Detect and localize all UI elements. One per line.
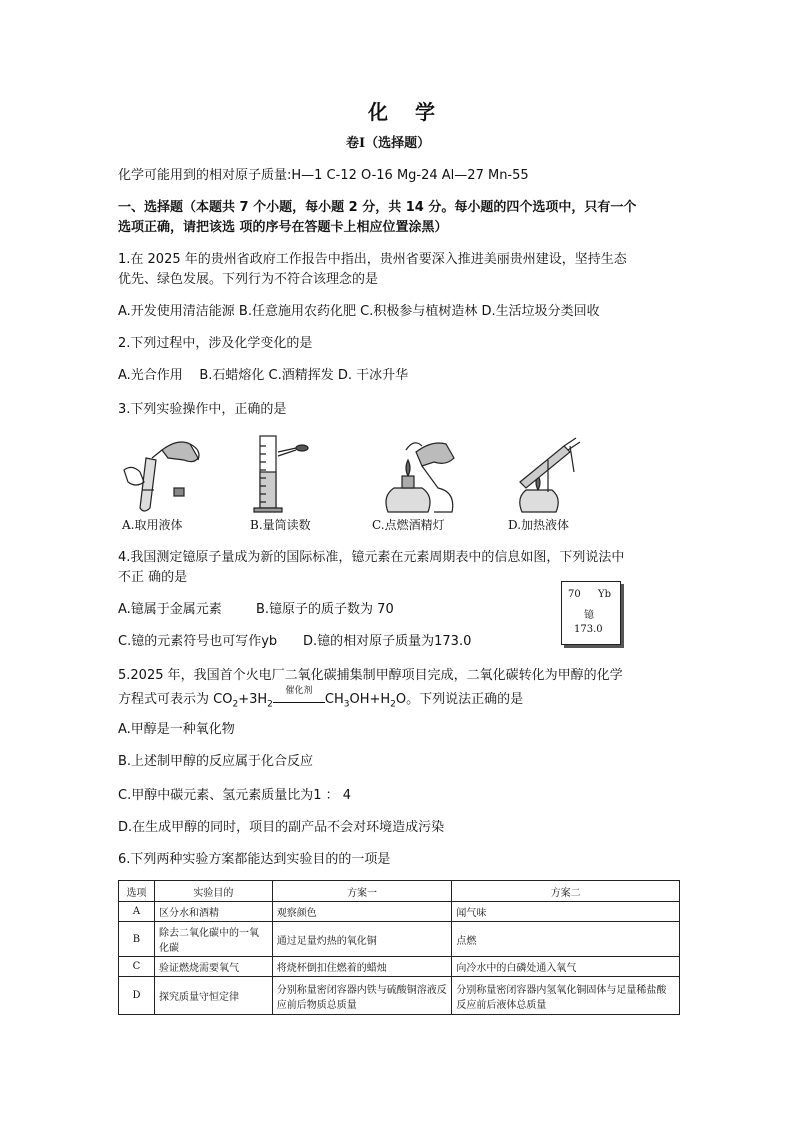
q5-eq-product3: O。下列说法正确的是 (395, 692, 524, 707)
pour-liquid-figure (118, 430, 208, 514)
q5-eq-plus: +3H (238, 692, 268, 707)
q5-eq-sub1: 2 (232, 699, 239, 710)
q5-option-a: A.甲醇是一种氧化物 (118, 722, 235, 737)
row-label: B (119, 922, 155, 957)
q5-option-d: D.在生成甲醇的同时，项目的副产品不会对环境造成污染 (118, 820, 445, 835)
q1-stem-line1: 1.在 2025 年的贵州省政府工作报告中指出，贵州省要深入推进美丽贵州建设，坚持生态 (118, 252, 627, 267)
q4-stem-line2: 不正 确的是 (118, 570, 188, 585)
q5-stem-line1: 5.2025 年，我国首个火电厂二氧化碳捕集制甲醇项目完成，二氧化碳转化为甲醇的化学 (118, 668, 623, 683)
q1-options: A.开发使用清洁能源 B.任意施用农药化肥 C.积极参与植树造林 D.生活垃圾分类回收 (118, 304, 600, 319)
heating-liquid-figure (508, 432, 588, 516)
q3-caption-c: C.点燃酒精灯 (372, 518, 445, 532)
section-title: 卷Ⅰ（选择题） (346, 136, 431, 151)
alcohol-lamp-figure (376, 432, 466, 516)
table-row (119, 902, 680, 922)
q5-eq-sub3: 3 (343, 699, 350, 710)
row-plan-two: 向冷水中的白磷处通入氧气 (452, 957, 680, 977)
row-label: C (119, 957, 155, 977)
table-row (119, 977, 680, 1015)
header-option: 选项 (119, 881, 155, 902)
page-title: 化 学 (368, 100, 445, 124)
table-row (119, 922, 680, 957)
row-plan-two: 闻气味 (452, 902, 680, 922)
element-symbol: Yb (598, 589, 612, 600)
q2-options: A.光合作用 B.石蜡熔化 C.酒精挥发 D. 干冰升华 (118, 368, 409, 383)
part1-heading-line1: 一、选择题（本题共 7 个小题，每小题 2 分，共 14 分。每小题的四个选项中，只有一个 (118, 200, 637, 215)
row-plan-one: 观察颜色 (272, 902, 452, 922)
q4-option-c: C.镱的元素符号也可写作yb (118, 634, 278, 649)
row-plan-one: 通过足量灼热的氧化铜 (272, 922, 452, 957)
q5-eq-product: CH (324, 692, 344, 707)
row-label: D (119, 977, 155, 1015)
atomic-masses: 化学可能用到的相对原子质量:H—1 C-12 O-16 Mg-24 Al—27 Mn-55 (118, 168, 529, 183)
row-plan-one: 分别称量密闭容器内铁与硫酸铜溶液反应前后物质总质量 (272, 977, 452, 1015)
q4-option-b: B.镱原子的质子数为 70 (256, 602, 394, 617)
q6-stem: 6.下列两种实验方案都能达到实验目的的一项是 (118, 852, 391, 867)
q6-options-table (118, 880, 680, 1015)
q5-equation-line (118, 688, 523, 710)
q2-stem: 2.下列过程中，涉及化学变化的是 (118, 336, 313, 351)
q3-caption-b: B.量筒读数 (250, 518, 311, 532)
header-plan-two: 方案二 (452, 881, 680, 902)
q4-stem-line1: 4.我国测定镱原子量成为新的国际标准，镱元素在元素周期表中的信息如图，下列说法中 (118, 550, 625, 565)
reaction-arrow (273, 686, 325, 703)
q4-option-a: A.镱属于金属元素 (118, 602, 222, 617)
graduated-cylinder-figure (248, 432, 318, 516)
q5-eq-product2: OH+H (349, 692, 391, 707)
element-mass: 173.0 (574, 624, 603, 635)
row-plan-two: 点燃 (452, 922, 680, 957)
q5-option-b: B.上述制甲醇的反应属于化合反应 (118, 754, 314, 769)
q1-stem-line2: 优先、绿色发展。下列行为不符合该理念的是 (118, 272, 379, 287)
header-purpose: 实验目的 (154, 881, 272, 902)
q5-eq-sub4: 2 (390, 699, 396, 710)
header-plan-one: 方案一 (272, 881, 452, 902)
q5-option-c: C.甲醇中碳元素、氢元素质量比为1 ： 4 (118, 788, 352, 803)
row-purpose: 验证燃烧需要氧气 (154, 957, 272, 977)
table-row (119, 957, 680, 977)
row-purpose: 区分水和酒精 (154, 902, 272, 922)
part1-heading-line2: 选项正确，请把该选 项的序号在答题卡上相应位置涂黑） (118, 220, 448, 235)
element-number: 70 (568, 589, 581, 600)
row-plan-two: 分别称量密闭容器内氢氧化铜固体与足量稀盐酸反应前后液体总质量 (452, 977, 680, 1015)
element-name: 镱 (584, 610, 594, 621)
q3-caption-a: A.取用液体 (122, 518, 183, 532)
q3-stem: 3.下列实验操作中，正确的是 (118, 402, 287, 417)
row-purpose: 除去二氧化碳中的一氧化碳 (154, 922, 272, 957)
q3-caption-d: D.加热液体 (508, 518, 570, 532)
q4-option-d: D.镱的相对原子质量为173.0 (303, 634, 472, 649)
row-plan-one: 将烧杯倒扣住燃着的蜡烛 (272, 957, 452, 977)
element-card (561, 581, 621, 645)
table-header-row (119, 881, 680, 902)
row-label: A (119, 902, 155, 922)
catalyst-label: 催化剂 (285, 686, 313, 696)
row-purpose: 探究质量守恒定律 (154, 977, 272, 1015)
q5-eq-prefix: 方程式可表示为 CO (118, 692, 233, 707)
q5-eq-sub2: 2 (267, 699, 273, 710)
